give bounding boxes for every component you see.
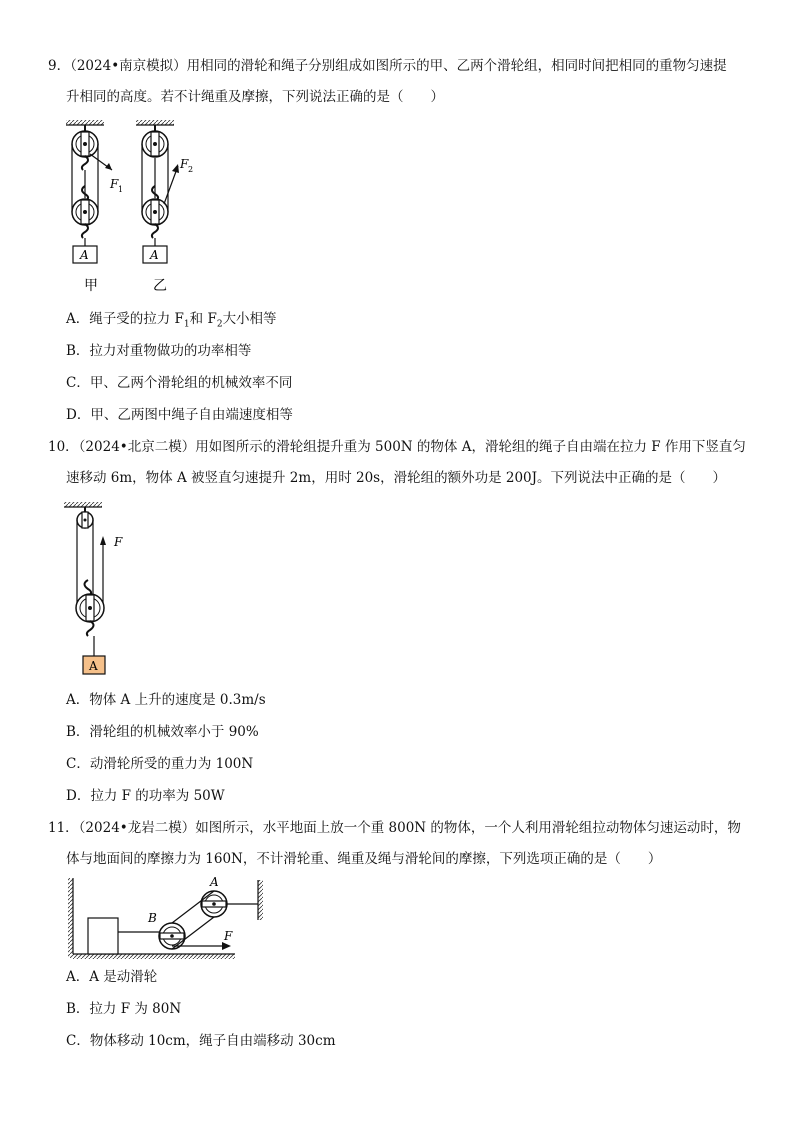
q11-option-c: C．物体移动 10cm，绳子自由端移动 30cm (66, 1033, 336, 1049)
q11-right-wall (258, 880, 263, 920)
q10-option-d: D．拉力 F 的功率为 50W (66, 788, 225, 804)
q11-option-a: A．A 是动滑轮 (66, 969, 158, 985)
q9-force-f2-sub: 2 (188, 165, 194, 174)
q10-stem-line2: 速移动 6m，物体 A 被竖直匀速提升 2m，用时 20s，滑轮组的额外功是 200J。下列说法中正确的是（ ） (66, 470, 727, 486)
q9-force-f2-label: F (180, 157, 189, 171)
q10-option-a: A．物体 A 上升的速度是 0.3m/s (66, 692, 266, 708)
q9-option-d: D．甲、乙两图中绳子自由端速度相等 (66, 407, 293, 423)
q10-block-label: A (89, 659, 98, 673)
q9-option-b: B．拉力对重物做功的功率相等 (66, 343, 252, 359)
q9-option-a: A．绳子受的拉力 $F_1$和 $F_2$大小相等 (66, 311, 277, 330)
q10-option-b: B．滑轮组的机械效率小于 90% (66, 724, 259, 740)
q9-caption-yi: 乙 (153, 278, 167, 294)
q9-block-right-label: A (150, 248, 159, 262)
q9-force-f1-label: F (110, 177, 119, 191)
q10-force-label: F (114, 535, 123, 549)
q10-ceiling (64, 502, 102, 507)
q9-force-f1-sub: 1 (118, 185, 124, 194)
q11-ground (73, 954, 235, 959)
q11-label-b: B (148, 911, 157, 925)
q10-option-c: C．动滑轮所受的重力为 100N (66, 756, 254, 772)
q11-label-a: A (210, 875, 219, 889)
q11-option-b: B．拉力 F 为 80N (66, 1001, 182, 1017)
q9-stem-line2: 升相同的高度。若不计绳重及摩擦，下列说法正确的是（ ） (66, 89, 444, 105)
q10-figure (60, 500, 140, 678)
q9-ceiling-right (136, 120, 174, 125)
q9-ceiling-left (66, 120, 104, 125)
q11-stem-line1: 11．（2024•龙岩二模）如图所示，水平地面上放一个重 800N 的物体，一个人利用滑轮组拉动物体匀速运动时，物 (48, 820, 741, 836)
q11-figure (66, 874, 266, 960)
q11-object (88, 918, 118, 954)
q10-stem-line1: 10．（2024•北京二模）用如图所示的滑轮组提升重为 500N 的物体 A，滑轮组的绳子自由端在拉力 F 作用下竖直匀 (48, 439, 746, 455)
q11-stem-line2: 体与地面间的摩擦力为 160N，不计滑轮重、绳重及绳与滑轮间的摩擦，下列选项正确的是（ ） (66, 851, 662, 867)
q9-option-c: C．甲、乙两个滑轮组的机械效率不同 (66, 375, 293, 391)
q11-left-wall (68, 878, 73, 958)
q9-figure (60, 118, 210, 298)
q9-caption-jia: 甲 (84, 278, 98, 294)
q11-force-label: F (224, 929, 233, 943)
q9-block-left-label: A (80, 248, 89, 262)
q9-stem-line1: 9．（2024•南京模拟）用相同的滑轮和绳子分别组成如图所示的甲、乙两个滑轮组，相同时间把相同的重物匀速提 (48, 58, 727, 74)
